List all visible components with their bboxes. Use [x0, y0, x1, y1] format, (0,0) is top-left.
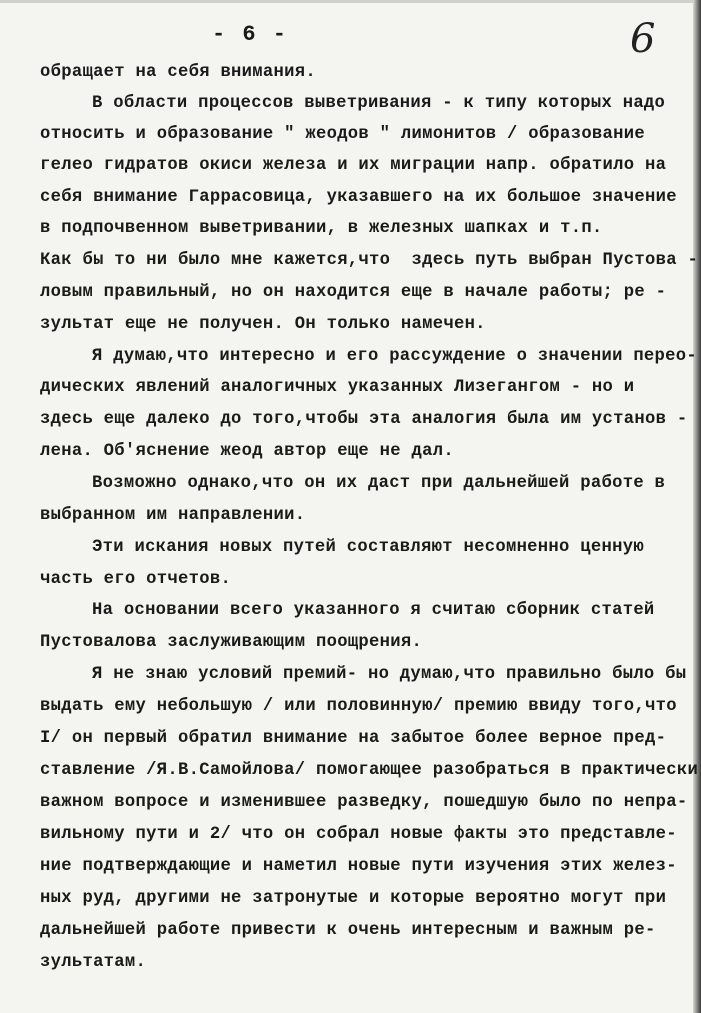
text-line: важном вопросе и изменившее разведку, пошедшую было по непра- [40, 793, 688, 812]
text-line: выбранном им направлении. [40, 506, 306, 525]
text-line: дальнейшей работе привести к очень интересным и важным ре- [40, 921, 656, 940]
handwritten-page-number: 6 [630, 16, 656, 62]
text-line: лена. Об'яснение жеод автор еще не дал. [40, 442, 454, 461]
text-line: обращает на себя внимания. [40, 63, 316, 82]
text-line: дических явлений аналогичных указанных Лизегангом - но и [40, 378, 635, 397]
text-line: В области процессов выветривания - к типу которых надо [92, 94, 666, 113]
text-line: ловым правильный, но он находится еще в начале работы; ре - [40, 283, 667, 302]
text-line: себя внимание Гаррасовица, указавшего на их большое значение [40, 188, 677, 207]
page-top-edge [0, 0, 701, 3]
text-line: вильному пути и 2/ что он собрал новые факты это представле- [40, 825, 677, 844]
text-line: выдать ему небольшую / или половинную/ премию ввиду того,что [40, 697, 677, 716]
text-line: Как бы то ни было мне кажется,что здесь путь выбран Пустова - [40, 251, 699, 270]
text-line: в подпочвенном выветривании, в железных шапках и т.п. [40, 219, 603, 238]
text-line: Эти искания новых путей составляют несомненно ценную [92, 538, 644, 557]
text-line: относить и образование " жеодов " лимонитов / образование [40, 125, 646, 144]
page-right-edge [693, 0, 701, 1013]
text-line: Возможно однако,что он их даст при дальнейшей работе в [92, 474, 666, 493]
text-line: Я не знаю условий премий- но думаю,что правильно было бы [92, 665, 687, 684]
text-line: зультат еще не получен. Он только намечен. [40, 315, 486, 334]
text-line: здесь еще далеко до того,чтобы эта аналогия была им установ - [40, 410, 688, 429]
text-line: Пустовалова заслуживающим поощрения. [40, 633, 423, 652]
text-line: зультатам. [40, 953, 147, 972]
text-line: гелео гидратов окиси железа и их миграции напр. обратило на [40, 156, 667, 175]
text-line: ставление /Я.В.Самойлова/ помогающее разобраться в практически [40, 761, 699, 780]
text-line: ние подтверждающие и наметил новые пути изучения этих желез- [40, 857, 677, 876]
text-line: На основании всего указанного я считаю сборник статей [92, 601, 655, 620]
text-line: ных руд, другими не затронутые и которые вероятно могут при [40, 889, 667, 908]
page-number: - 6 - [212, 22, 289, 47]
text-line: I/ он первый обратил внимание на забытое более верное пред- [40, 729, 667, 748]
text-line: Я думаю,что интересно и его рассуждение о значении перео- [92, 347, 698, 366]
text-line: часть его отчетов. [40, 570, 232, 589]
